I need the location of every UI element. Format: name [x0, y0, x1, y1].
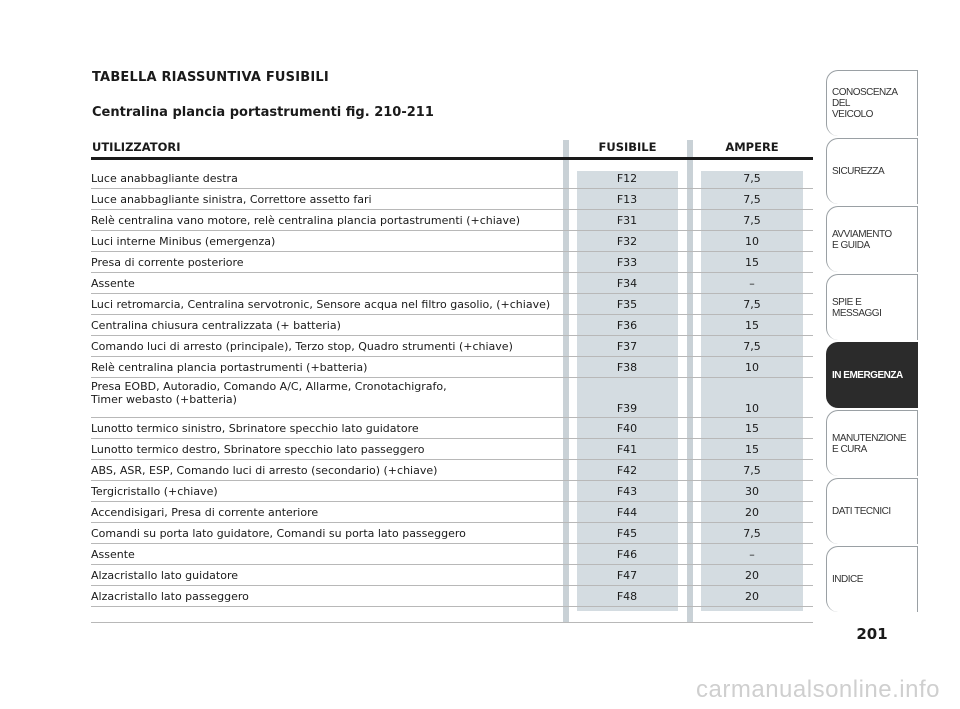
- amperage: 7,5: [743, 172, 761, 185]
- table-row: [91, 418, 813, 439]
- user-description: Assente: [91, 277, 135, 290]
- chapter-tab[interactable]: [826, 274, 918, 340]
- fuse-id: F44: [616, 506, 638, 519]
- amperage: 7,5: [743, 193, 761, 206]
- amperage: 10: [745, 235, 759, 248]
- chapter-tab-label: SPIE E MESSAGGI: [832, 296, 882, 319]
- table-row: [91, 544, 813, 565]
- amperage: 15: [745, 443, 759, 456]
- user-description: Presa EOBD, Autoradio, Comando A/C, Allarme, Cronotachigrafo, Timer webasto (+batteria): [91, 380, 447, 406]
- fuse-id: F43: [616, 485, 638, 498]
- table-row: [91, 210, 813, 231]
- user-description: Presa di corrente posteriore: [91, 256, 244, 269]
- user-description: Alzacristallo lato passeggero: [91, 590, 249, 603]
- table-row: [91, 294, 813, 315]
- table-row: [91, 273, 813, 294]
- table-row: [91, 481, 813, 502]
- table-row: [91, 565, 813, 586]
- fuse-id: F42: [616, 464, 638, 477]
- user-description: ABS, ASR, ESP, Comando luci di arresto (secondario) (+chiave): [91, 464, 438, 477]
- fuse-id: F47: [616, 569, 638, 582]
- fuse-id: F12: [616, 172, 638, 185]
- watermark: carmanualsonline.info: [696, 676, 940, 703]
- fuse-id: F41: [616, 443, 638, 456]
- table-row: [91, 586, 813, 607]
- fuse-id: F33: [616, 256, 638, 269]
- user-description: Alzacristallo lato guidatore: [91, 569, 239, 582]
- amperage: 15: [745, 256, 759, 269]
- table-row: [91, 439, 813, 460]
- chapter-tab-label: CONOSCENZA DEL VEICOLO: [832, 87, 898, 120]
- amperage: 7,5: [743, 214, 761, 227]
- fuse-id: F13: [616, 193, 638, 206]
- table-subtitle: Centralina plancia portastrumenti fig. 210-211: [92, 105, 434, 120]
- table-row: [91, 168, 813, 189]
- user-description: Relè centralina vano motore, relè centralina plancia portastrumenti (+chiave): [91, 214, 521, 227]
- header-amps: AMPERE: [725, 140, 779, 154]
- chapter-tab[interactable]: [826, 410, 918, 476]
- amperage: 7,5: [743, 527, 761, 540]
- table-row: [91, 189, 813, 210]
- fuse-id: F46: [616, 548, 638, 561]
- table-row: [91, 378, 813, 418]
- header-fuse: FUSIBILE: [598, 140, 657, 154]
- page-number: 201: [856, 625, 888, 643]
- user-description: Luce anabbagliante destra: [91, 172, 238, 185]
- user-description: Lunotto termico destro, Sbrinatore specchio lato passeggero: [91, 443, 425, 456]
- user-description: Luci retromarcia, Centralina servotronic, Sensore acqua nel filtro gasolio, (+chiave): [91, 298, 551, 311]
- header-users: UTILIZZATORI: [92, 140, 181, 154]
- table-row: [91, 523, 813, 544]
- amperage: 20: [745, 590, 759, 603]
- amperage: 20: [745, 506, 759, 519]
- fuse-id: F40: [616, 422, 638, 435]
- user-description: Relè centralina plancia portastrumenti (+batteria): [91, 361, 368, 374]
- header-rule: [91, 157, 813, 160]
- chapter-tab-label: MANUTENZIONE E CURA: [832, 432, 906, 455]
- chapter-tab-label: INDICE: [832, 574, 863, 585]
- chapter-tab-label: SICUREZZA: [832, 166, 885, 177]
- fuse-id: F45: [616, 527, 638, 540]
- fuse-id: F38: [616, 361, 638, 374]
- amperage: 30: [745, 485, 759, 498]
- amperage: 20: [745, 569, 759, 582]
- amperage: –: [749, 548, 755, 561]
- table-row: [91, 252, 813, 273]
- fuse-id: F32: [616, 235, 638, 248]
- chapter-tab-label: AVVIAMENTO E GUIDA: [832, 228, 892, 251]
- amperage: –: [749, 277, 755, 290]
- user-description: Luci interne Minibus (emergenza): [91, 235, 276, 248]
- user-description: Assente: [91, 548, 135, 561]
- page-title: TABELLA RIASSUNTIVA FUSIBILI: [92, 70, 329, 85]
- table-row: [91, 336, 813, 357]
- user-description: Accendisigari, Presa di corrente anteriore: [91, 506, 319, 519]
- fuse-id: F48: [616, 590, 638, 603]
- amperage: 7,5: [743, 340, 761, 353]
- table-bottom-rule: [91, 622, 813, 623]
- chapter-tab[interactable]: [826, 206, 918, 272]
- table-row: [91, 231, 813, 252]
- amperage: 10: [745, 361, 759, 374]
- user-description: Luce anabbagliante sinistra, Correttore assetto fari: [91, 193, 372, 206]
- fuse-id: F34: [616, 277, 638, 290]
- fuse-id: F37: [616, 340, 638, 353]
- fuse-table: [91, 168, 813, 607]
- chapter-tab[interactable]: [826, 138, 918, 204]
- amperage: 10: [745, 402, 759, 415]
- amperage: 7,5: [743, 464, 761, 477]
- amperage: 7,5: [743, 298, 761, 311]
- chapter-tab[interactable]: [826, 342, 918, 408]
- table-row: [91, 357, 813, 378]
- chapter-sidebar: [826, 70, 918, 614]
- table-row: [91, 460, 813, 481]
- user-description: Comando luci di arresto (principale), Terzo stop, Quadro strumenti (+chiave): [91, 340, 513, 353]
- user-description: Comandi su porta lato guidatore, Comandi su porta lato passeggero: [91, 527, 466, 540]
- chapter-tab[interactable]: [826, 546, 918, 612]
- chapter-tab-label: DATI TECNICI: [832, 506, 891, 517]
- user-description: Centralina chiusura centralizzata (+ batteria): [91, 319, 341, 332]
- fuse-id: F35: [616, 298, 638, 311]
- amperage: 15: [745, 422, 759, 435]
- user-description: Lunotto termico sinistro, Sbrinatore specchio lato guidatore: [91, 422, 419, 435]
- fuse-id: F39: [616, 402, 638, 415]
- table-row: [91, 502, 813, 523]
- fuse-id: F31: [616, 214, 638, 227]
- table-row: [91, 315, 813, 336]
- chapter-tab[interactable]: [826, 478, 918, 544]
- fuse-id: F36: [616, 319, 638, 332]
- chapter-tab[interactable]: [826, 70, 918, 136]
- amperage: 15: [745, 319, 759, 332]
- chapter-tab-label: IN EMERGENZA: [832, 370, 903, 381]
- user-description: Tergicristallo (+chiave): [91, 485, 218, 498]
